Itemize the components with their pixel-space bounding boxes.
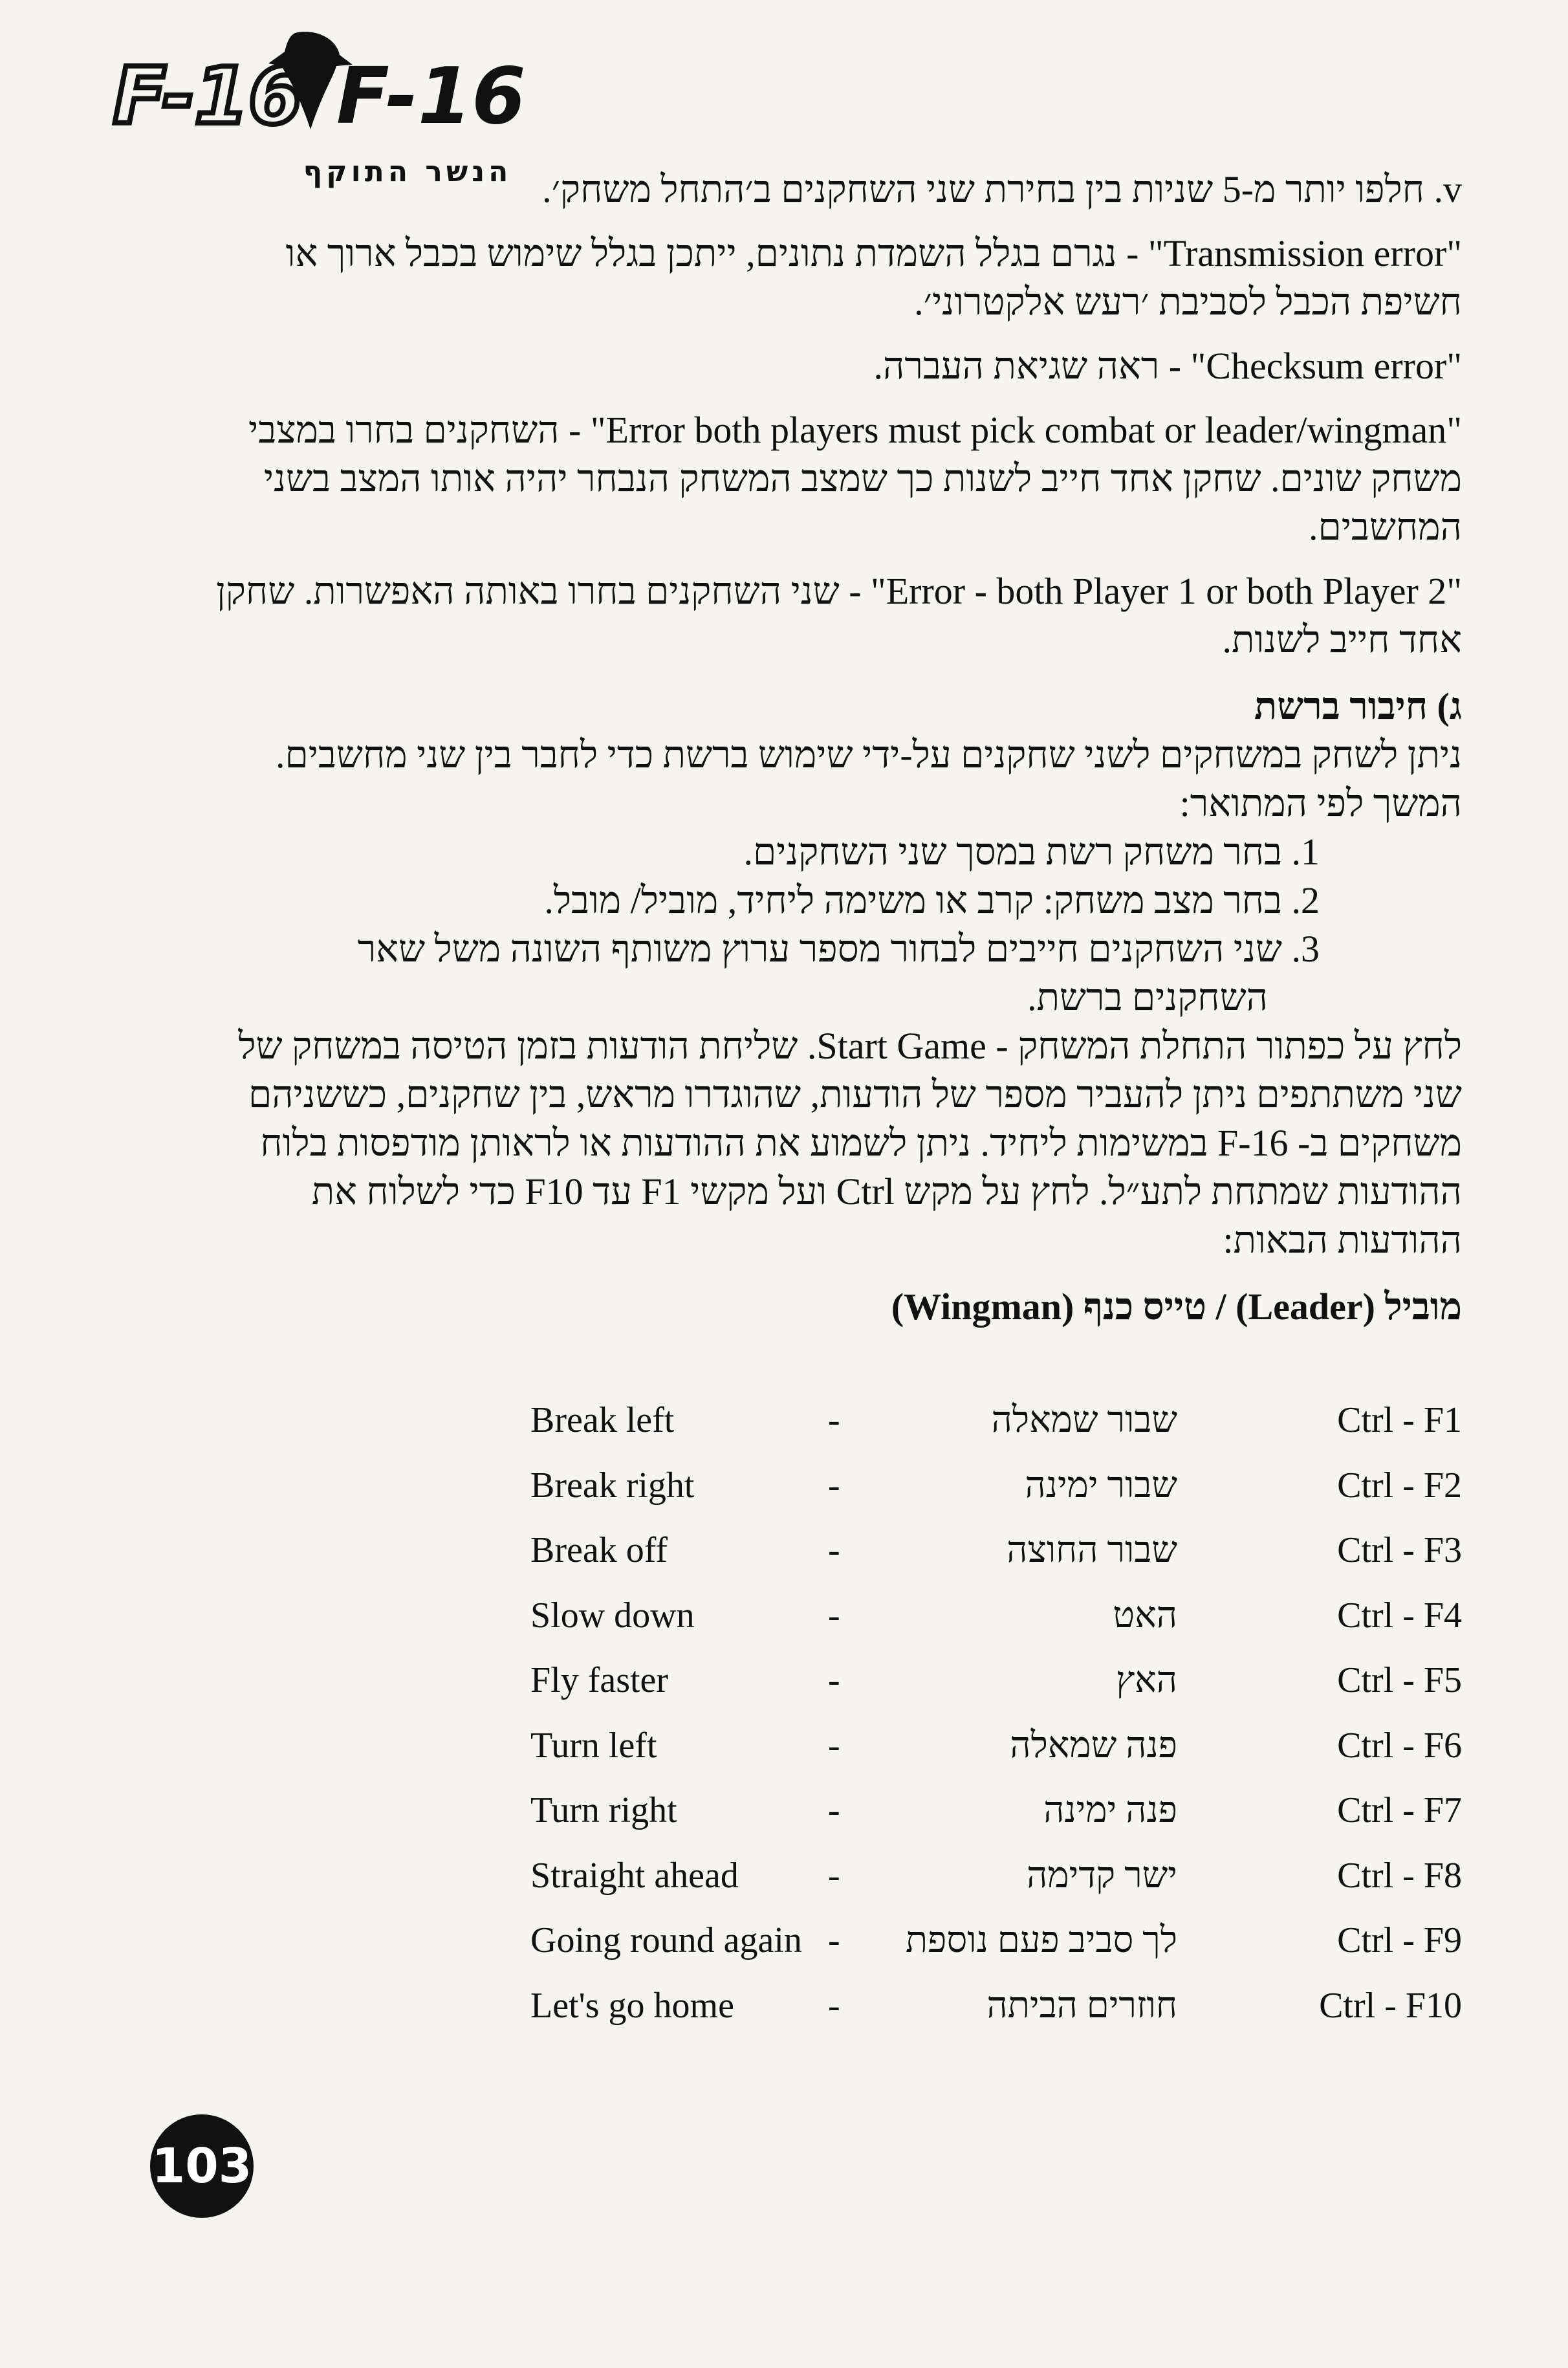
hebrew-message: ישר קדימה — [1027, 1855, 1177, 1896]
step-3: 3. שני השחקנים חייבים לבחור מספר ערוץ משותף השונה משל שאר — [357, 928, 1320, 970]
dash: - — [828, 1660, 840, 1700]
start-game-paragraph: לחץ על כפתור התחלת המשחק - Start Game. שליחת הודעות בזמן הטיסה במשחק של שני משתתפים ניתן להעביר מספר של הודעות, שהוגדרו מראש, בין שחקנים, כששניהם משחקים ב- F-16 במשימות ליחיד. ניתן לשמוע את ההודעות או לראותן מודפסות בלוח ההודעות שמתחת לתע״ל. לחץ על מקש Ctrl ועל מקשי F1 עד F10 כדי לשלוח את ההודעות הבאות: — [238, 1025, 1462, 1261]
english-message: Turn right — [530, 1790, 677, 1830]
key-row — [517, 1453, 1462, 1518]
english-message: Fly faster — [530, 1660, 669, 1700]
english-message: Straight ahead — [530, 1855, 739, 1896]
svg-text:F-16: F-16 — [336, 52, 526, 142]
english-message: Let's go home — [530, 1985, 734, 2026]
dash: - — [828, 1595, 840, 1636]
key-row — [517, 1843, 1462, 1909]
hebrew-message: האץ — [1116, 1660, 1177, 1700]
f16-logo — [103, 26, 526, 188]
player-error: "Error - both Player 1 or both Player 2" - שני השחקנים בחרו באותה האפשרות. שחקן אחד חייב לשנות. — [216, 570, 1462, 661]
key-row — [517, 1778, 1462, 1843]
step-2: 2. בחר מצב משחק: קרב או משימה ליחיד, מוביל/ מובל. — [544, 879, 1320, 921]
dash: - — [828, 1530, 840, 1570]
hebrew-message: פנה ימינה — [1043, 1790, 1177, 1830]
svg-text:F-16: F-16 — [113, 52, 303, 142]
dash: - — [828, 1465, 840, 1506]
key-row — [517, 1713, 1462, 1779]
main-text — [194, 165, 1462, 1331]
key-combo: Ctrl - F9 — [1337, 1920, 1462, 1960]
transmission-error: "Transmission error" - נגרם בגלל השמדת נתונים, ייתכן בגלל שימוש בכבל ארוך או חשיפת הכבל לסביבת ׳רעש אלקטרוני׳. — [285, 232, 1462, 323]
roles-heading: מוביל (Leader) / טייס כנף (Wingman) — [891, 1286, 1462, 1328]
eagle-logo-icon — [103, 26, 526, 142]
english-message: Going round again — [530, 1920, 802, 1960]
dash: - — [828, 1985, 840, 2026]
key-combo: Ctrl - F4 — [1337, 1595, 1462, 1636]
key-combo: Ctrl - F7 — [1337, 1790, 1462, 1830]
hebrew-message: חוזרים הביתה — [986, 1985, 1177, 2026]
hebrew-message: שבור שמאלה — [991, 1400, 1177, 1440]
key-row — [517, 1908, 1462, 1973]
english-message: Break right — [530, 1465, 695, 1506]
key-combo: Ctrl - F3 — [1337, 1530, 1462, 1570]
key-row — [517, 1648, 1462, 1713]
key-combo: Ctrl - F6 — [1337, 1725, 1462, 1766]
hebrew-message: לך סביב פעם נוספת — [905, 1920, 1177, 1960]
dash: - — [828, 1725, 840, 1766]
key-row — [517, 1518, 1462, 1583]
key-row — [517, 1388, 1462, 1453]
english-message: Turn left — [530, 1725, 657, 1766]
hebrew-message: האט — [1113, 1595, 1177, 1636]
key-combo: Ctrl - F8 — [1337, 1855, 1462, 1896]
step-1: 1. בחר משחק רשת במסך שני השחקנים. — [743, 831, 1320, 873]
hebrew-message: פנה שמאלה — [1010, 1725, 1177, 1766]
hebrew-message: שבור החוצה — [1007, 1530, 1177, 1570]
key-combo: Ctrl - F2 — [1337, 1465, 1462, 1506]
english-message: Break left — [530, 1400, 675, 1440]
key-row — [517, 1973, 1462, 2039]
key-combo: Ctrl - F1 — [1337, 1400, 1462, 1440]
checksum-error: "Checksum error" - ראה שגיאת העברה. — [873, 345, 1462, 387]
english-message: Slow down — [530, 1595, 695, 1636]
step-3-cont: השחקנים ברשת. — [1027, 976, 1268, 1018]
network-intro: ניתן לשחק במשחקים לשני שחקנים על-ידי שימוש ברשת כדי לחבר בין שני מחשבים. המשך לפי המתואר: — [276, 734, 1462, 824]
dash: - — [828, 1400, 840, 1440]
dash: - — [828, 1920, 840, 1960]
dash: - — [828, 1855, 840, 1896]
key-combo: Ctrl - F5 — [1337, 1660, 1462, 1700]
english-message: Break off — [530, 1530, 668, 1570]
page-number-badge: 103 — [150, 2114, 254, 2218]
logo-caption: הנשר התוקף — [303, 155, 512, 188]
line-v: v. חלפו יותר מ-5 שניות בין בחירת שני השחקנים ב׳התחל משחק׳. — [542, 168, 1462, 210]
key-row — [517, 1583, 1462, 1649]
network-heading: ג) חיבור ברשת — [1254, 685, 1462, 727]
hebrew-message: שבור ימינה — [1025, 1465, 1177, 1506]
dash: - — [828, 1790, 840, 1830]
mode-error: "Error both players must pick combat or leader/wingman" - השחקנים בחרו במצבי משחק שונים. שחקן אחד חייב לשנות כך שמצב המשחק הנבחר יהיה אותו המצב בשני המחשבים. — [248, 409, 1462, 548]
message-key-table — [517, 1388, 1462, 2038]
key-combo: Ctrl - F10 — [1319, 1985, 1462, 2026]
